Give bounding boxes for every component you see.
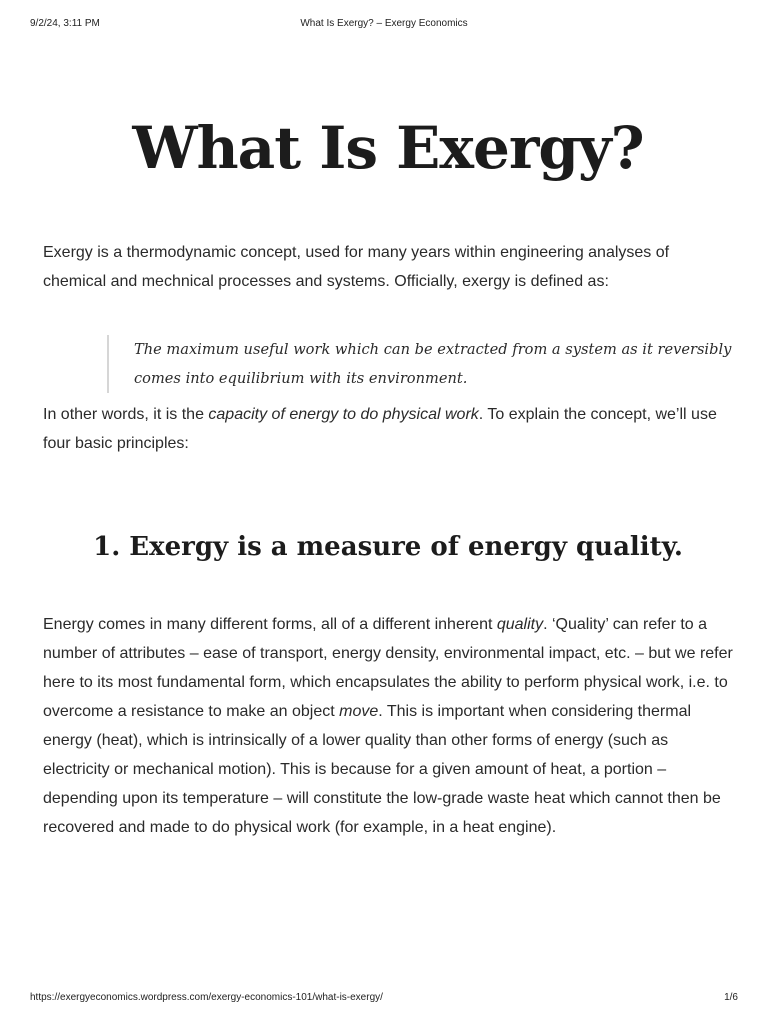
explanation-text-after: . To explain the concept, we’ll use four basic principles:: [43, 406, 717, 452]
print-footer: [0, 992, 768, 1008]
section-1-text-middle: . ‘Quality’ can refer to a number of attributes – ease of transport, energy density, environmental impact, etc. – but we refer here to its most fundamental form, which encapsulates the ability to perform physical work, i.e. to overcome a resistance to make an object: [43, 616, 733, 720]
page-title: What Is Exergy?: [132, 114, 644, 182]
print-url: https://exergyeconomics.wordpress.com/exergy-economics-101/what-is-exergy/: [30, 992, 383, 1003]
intro-paragraph: Exergy is a thermodynamic concept, used for many years within engineering analyses of chemical and mechnical processes and systems. Officially, exergy is defined as:: [43, 244, 670, 290]
print-datetime: 9/2/24, 3:11 PM: [30, 18, 100, 29]
print-page-number: 1/6: [724, 992, 738, 1003]
explanation-text-before: In other words, it is the: [43, 406, 209, 423]
section-1-emphasis-quality: quality: [496, 616, 544, 633]
section-1-text-after: . This is important when considering thermal energy (heat), which is intrinsically of a lower quality than other forms of energy (such as electricity or mechanical motion). This is because for a given amount of heat, a portion – depending upon its temperature – will constitute the low-grade waste heat which cannot then be recovered and made to do physical work (for example, in a heat engine).: [43, 703, 721, 836]
print-page-title: What Is Exergy? – Exergy Economics: [300, 18, 468, 29]
section-1-emphasis-move: move: [339, 703, 379, 720]
section-heading-1: 1. Exergy is a measure of energy quality.: [93, 532, 683, 562]
definition-quote: The maximum useful work which can be extracted from a system as it reversibly comes into equilibrium with its environment.: [107, 335, 768, 393]
print-header: [0, 18, 768, 34]
explanation-paragraph: [43, 400, 733, 458]
section-1-paragraph: [43, 610, 733, 842]
explanation-emphasis: capacity of energy to do physical work: [208, 406, 479, 423]
section-1-text-before: Energy comes in many different forms, all of a different inherent: [43, 616, 497, 633]
